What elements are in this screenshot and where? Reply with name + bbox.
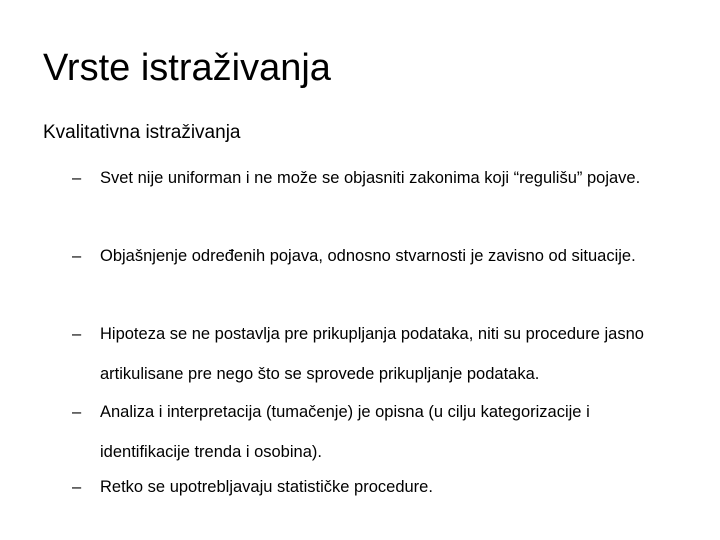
bullet-dash: – bbox=[72, 325, 82, 343]
bullet-dash: – bbox=[72, 478, 82, 496]
bullet-text: Retko se upotrebljavaju statističke procedure. bbox=[100, 478, 433, 496]
bullet-text: Hipoteza se ne postavlja pre prikupljanja podataka, niti su procedure jasno artikulisane pre nego što se sprovede prikupljanje podataka. bbox=[100, 325, 644, 383]
bullet-text: Objašnjenje određenih pojava, odnosno stvarnosti je zavisno od situacije. bbox=[100, 247, 636, 265]
bullet-item bbox=[72, 158, 672, 198]
bullet-item bbox=[72, 314, 672, 394]
bullet-dash: – bbox=[72, 403, 82, 421]
slide-subtitle: Kvalitativna istraživanja bbox=[43, 122, 241, 143]
bullet-text: Analiza i interpretacija (tumačenje) je opisna (u cilju kategorizacije i identifikacije trenda i osobina). bbox=[100, 403, 590, 461]
bullet-item bbox=[72, 236, 672, 276]
slide-title: Vrste istraživanja bbox=[43, 47, 331, 89]
bullet-item bbox=[72, 392, 672, 472]
bullet-dash: – bbox=[72, 169, 82, 187]
bullet-text: Svet nije uniforman i ne može se objasniti zakonima koji “regulišu” pojave. bbox=[100, 169, 641, 187]
bullet-item bbox=[72, 467, 672, 507]
bullet-dash: – bbox=[72, 247, 82, 265]
